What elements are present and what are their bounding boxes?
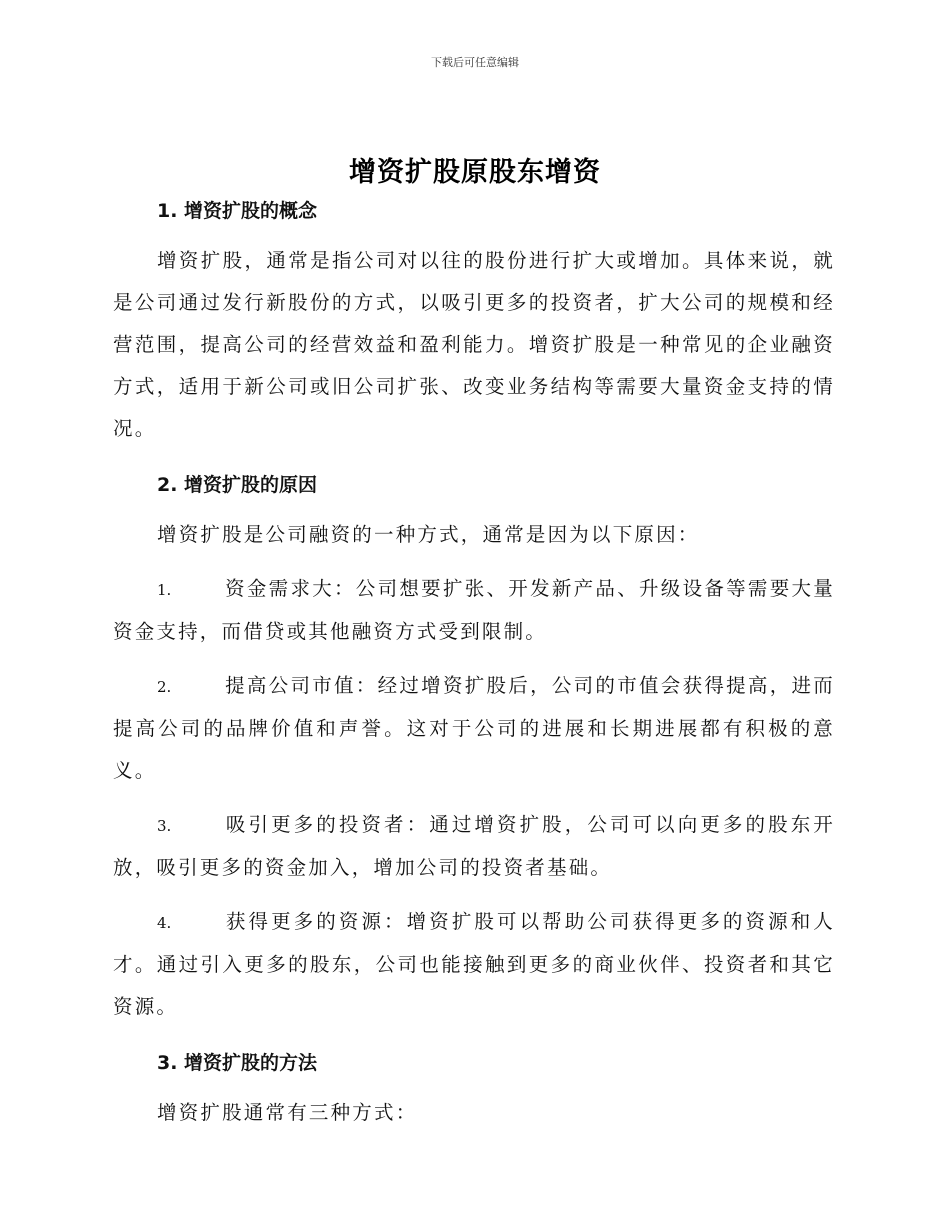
list-item-text: 资金需求大：公司想要扩张、开发新产品、升级设备等需要大量资金支持，而借贷或其他融资方式受到限制。 xyxy=(113,577,835,643)
list-item-number: 2. xyxy=(157,678,172,696)
section-heading-concept: 1. 增资扩股的概念 xyxy=(157,200,318,222)
section-heading-methods: 3. 增资扩股的方法 xyxy=(157,1052,318,1074)
section-heading-reasons: 2. 增资扩股的原因 xyxy=(157,474,318,496)
document-title: 增资扩股原股东增资 xyxy=(349,157,601,188)
list-item-number: 4. xyxy=(157,914,172,932)
list-item xyxy=(113,804,835,889)
paragraph-methods-intro: 增资扩股通常有三种方式： xyxy=(157,1101,418,1124)
list-item-number: 1. xyxy=(157,581,172,599)
list-item-text: 吸引更多的投资者：通过增资扩股，公司可以向更多的股东开放，吸引更多的资金加入，增加公司的投资者基础。 xyxy=(113,813,835,879)
list-item-text: 获得更多的资源：增资扩股可以帮助公司获得更多的资源和人才。通过引入更多的股东，公司也能接触到更多的商业伙伴、投资者和其它资源。 xyxy=(113,910,835,1018)
page-header: 下载后可任意编辑 xyxy=(431,56,519,69)
document-body xyxy=(113,194,835,1134)
paragraph-concept: 增资扩股，通常是指公司对以往的股份进行扩大或增加。具体来说，就是公司通过发行新股份的方式，以吸引更多的投资者，扩大公司的规模和经营范围，提高公司的经营效益和盈利能力。增资扩股是一种常见的企业融资方式，适用于新公司或旧公司扩张、改变业务结构等需要大量资金支持的情况。 xyxy=(113,249,835,440)
list-item xyxy=(113,665,835,792)
list-item xyxy=(113,568,835,653)
paragraph-reasons-intro: 增资扩股是公司融资的一种方式，通常是因为以下原因： xyxy=(157,523,700,546)
list-item-text: 提高公司市值：经过增资扩股后，公司的市值会获得提高，进而提高公司的品牌价值和声誉。这对于公司的进展和长期进展都有积极的意义。 xyxy=(113,674,835,782)
list-item-number: 3. xyxy=(157,817,172,835)
list-item xyxy=(113,901,835,1028)
